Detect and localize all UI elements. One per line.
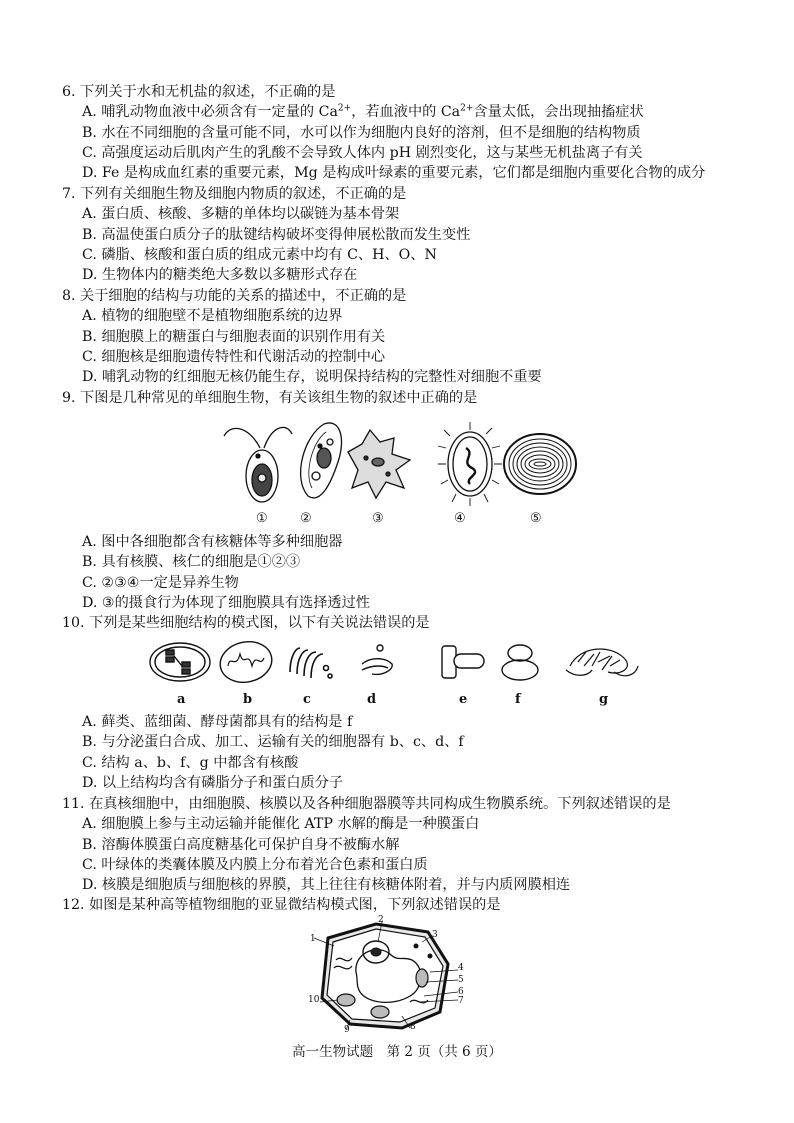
question-6-option-b: B. 水在不同细胞的含量可能不同，水可以作为细胞内良好的溶剂，但不是细胞的结构物质	[82, 124, 641, 141]
question-11-option-b: B. 溶酶体膜蛋白高度糖基化可保护自身不被酶水解	[82, 836, 400, 853]
cell-label-2: 2	[378, 915, 384, 925]
question-11-option-d: D. 核膜是细胞质与细胞核的界膜，其上往往有核糖体附着，并与内质网膜相连	[82, 877, 571, 894]
organism-label-3: ③	[372, 511, 384, 526]
question-7-option-c: C. 磷脂、核酸和蛋白质的组成元素中均有 C、H、O、N	[82, 246, 437, 263]
question-6	[62, 82, 752, 183]
question-10-option-c: C. 结构 a、b、f、g 中都含有核酸	[82, 754, 299, 771]
question-10-options	[62, 712, 752, 793]
question-8	[62, 286, 752, 387]
cell-label-7: 7	[458, 996, 464, 1006]
question-9-option-b: B. 具有核膜、核仁的细胞是①②③	[82, 554, 301, 571]
question-7-option-b: B. 高温使蛋白质分子的肽键结构破坏变得伸展松散而发生变性	[82, 226, 471, 243]
organism-label-1: ①	[256, 511, 268, 526]
question-10-stem: 10. 下列是某些细胞结构的模式图，以下有关说法错误的是	[62, 615, 430, 631]
organelle-a-chloroplast	[150, 643, 210, 681]
organism-label-2: ②	[300, 511, 312, 526]
question-11-option-a: A. 细胞膜上参与主动运输并能催化 ATP 水解的酶是一种膜蛋白	[82, 816, 480, 833]
question-11-stem: 11. 在真核细胞中，由细胞膜、核膜以及各种细胞器膜等共同构成生物膜系统。下列叙述错误的是	[62, 796, 671, 812]
organelle-g-chromatin	[566, 649, 638, 676]
option-a-text-2: ，若血液中的 Ca	[351, 104, 461, 121]
question-8-option-a: A. 植物的细胞壁不是植物细胞系统的边界	[82, 308, 343, 325]
question-7	[62, 184, 752, 285]
question-6-option-a	[62, 102, 752, 122]
question-9-stem: 9. 下图是几种常见的单细胞生物，有关该组生物的叙述中正确的是	[62, 390, 478, 406]
question-8-stem: 8. 关于细胞的结构与功能的关系的描述中，不正确的是	[62, 288, 407, 304]
cell-label-9: 9	[344, 1025, 350, 1035]
question-9-stem-block	[62, 388, 752, 408]
organelle-label-d: d	[367, 692, 377, 707]
question-9-option-d: D. ③的摄食行为体现了细胞膜具有选择透过性	[82, 594, 370, 611]
organelle-label-e: e	[459, 692, 468, 707]
organelle-b-mitochondrion	[216, 637, 275, 687]
single-cell-organisms-figure	[220, 418, 590, 510]
question-7-option-d: D. 生物体内的糖类绝大多数以多糖形式存在	[82, 267, 358, 284]
organism-1-flagellate	[224, 427, 292, 502]
question-8-option-d: D. 哺乳动物的红细胞无核仍能生存，说明保持结构的完整性对细胞不重要	[82, 369, 542, 386]
question-7-option-a: A. 蛋白质、核酸、多糖的单体均以碳链为基本骨架	[82, 206, 400, 223]
organism-label-4: ④	[454, 511, 466, 526]
option-a-text-3: 含量太低，会出现抽搐症状	[473, 104, 644, 121]
organism-4-bacterium	[438, 422, 502, 506]
question-8-option-c: C. 细胞核是细胞遗传特性和代谢活动的控制中心	[82, 348, 386, 365]
organism-label-5: ⑤	[530, 511, 542, 526]
question-6-option-d: D. Fe 是构成血红素的重要元素，Mg 是构成叶绿素的重要元素，它们都是细胞内重要化合物的成分	[82, 165, 706, 182]
question-10-option-b: B. 与分泌蛋白合成、加工、运输有关的细胞器有 b、c、d、f	[82, 734, 464, 751]
question-11	[62, 794, 752, 895]
organism-3-amoeba	[348, 430, 410, 498]
question-7-stem: 7. 下列有关细胞生物及细胞内物质的叙述，不正确的是	[62, 186, 407, 202]
question-10-stem-block	[62, 613, 752, 633]
organelle-c-golgi	[290, 648, 332, 678]
cell-label-4: 4	[458, 963, 464, 973]
question-6-stem: 6. 下列关于水和无机盐的叙述，不正确的是	[62, 84, 336, 100]
question-9-options	[62, 532, 752, 613]
question-8-option-b: B. 细胞膜上的糖蛋白与细胞表面的识别作用有关	[82, 328, 386, 345]
question-9-option-c: C. ②③④一定是异养生物	[82, 574, 239, 591]
question-10-option-a: A. 藓类、蓝细菌、酵母菌都具有的结构是 f	[82, 714, 353, 730]
page-footer: 高一生物试题 第 2 页（共 6 页）	[292, 1044, 502, 1060]
ion-charge-superscript: 2+	[337, 103, 352, 114]
organelle-f-ribosome	[502, 645, 538, 680]
cell-label-5: 5	[458, 975, 464, 985]
organelle-label-f: f	[515, 692, 521, 707]
organism-2-paramecium	[301, 423, 342, 498]
question-12-stem-block	[62, 895, 752, 915]
organelle-label-c: c	[303, 692, 311, 707]
cell-label-1: 1	[310, 934, 316, 944]
question-11-option-c: C. 叶绿体的类囊体膜及内膜上分布着光合色素和蛋白质	[82, 856, 428, 873]
organelle-d-structure	[362, 645, 392, 674]
plant-cell-figure	[306, 916, 466, 1034]
cell-label-3: 3	[432, 930, 438, 940]
cell-label-6: 6	[458, 987, 464, 997]
question-9-option-a: A. 图中各细胞都含有核糖体等多种细胞器	[82, 534, 343, 550]
organism-5-concentric-cell	[504, 434, 576, 494]
organelles-figure	[140, 636, 660, 688]
cell-label-8: 8	[410, 1022, 416, 1032]
cell-label-10: 10	[308, 995, 320, 1005]
question-10-option-d: D. 以上结构均含有磷脂分子和蛋白质分子	[82, 774, 344, 791]
organelle-e-centriole	[442, 646, 484, 678]
ion-charge-superscript: 2+	[460, 103, 474, 114]
question-6-option-c: C. 高强度运动后肌肉产生的乳酸不会导致人体内 pH 剧烈变化，这与某些无机盐离子有关	[82, 144, 643, 161]
question-12-stem: 12. 如图是某种高等植物细胞的亚显微结构模式图，下列叙述错误的是	[62, 897, 501, 913]
organelle-label-a: a	[177, 692, 186, 707]
option-a-text-1: A. 哺乳动物血液中必须含有一定量的 Ca	[82, 104, 338, 121]
organelle-label-b: b	[243, 692, 253, 707]
organelle-label-g: g	[599, 692, 609, 707]
